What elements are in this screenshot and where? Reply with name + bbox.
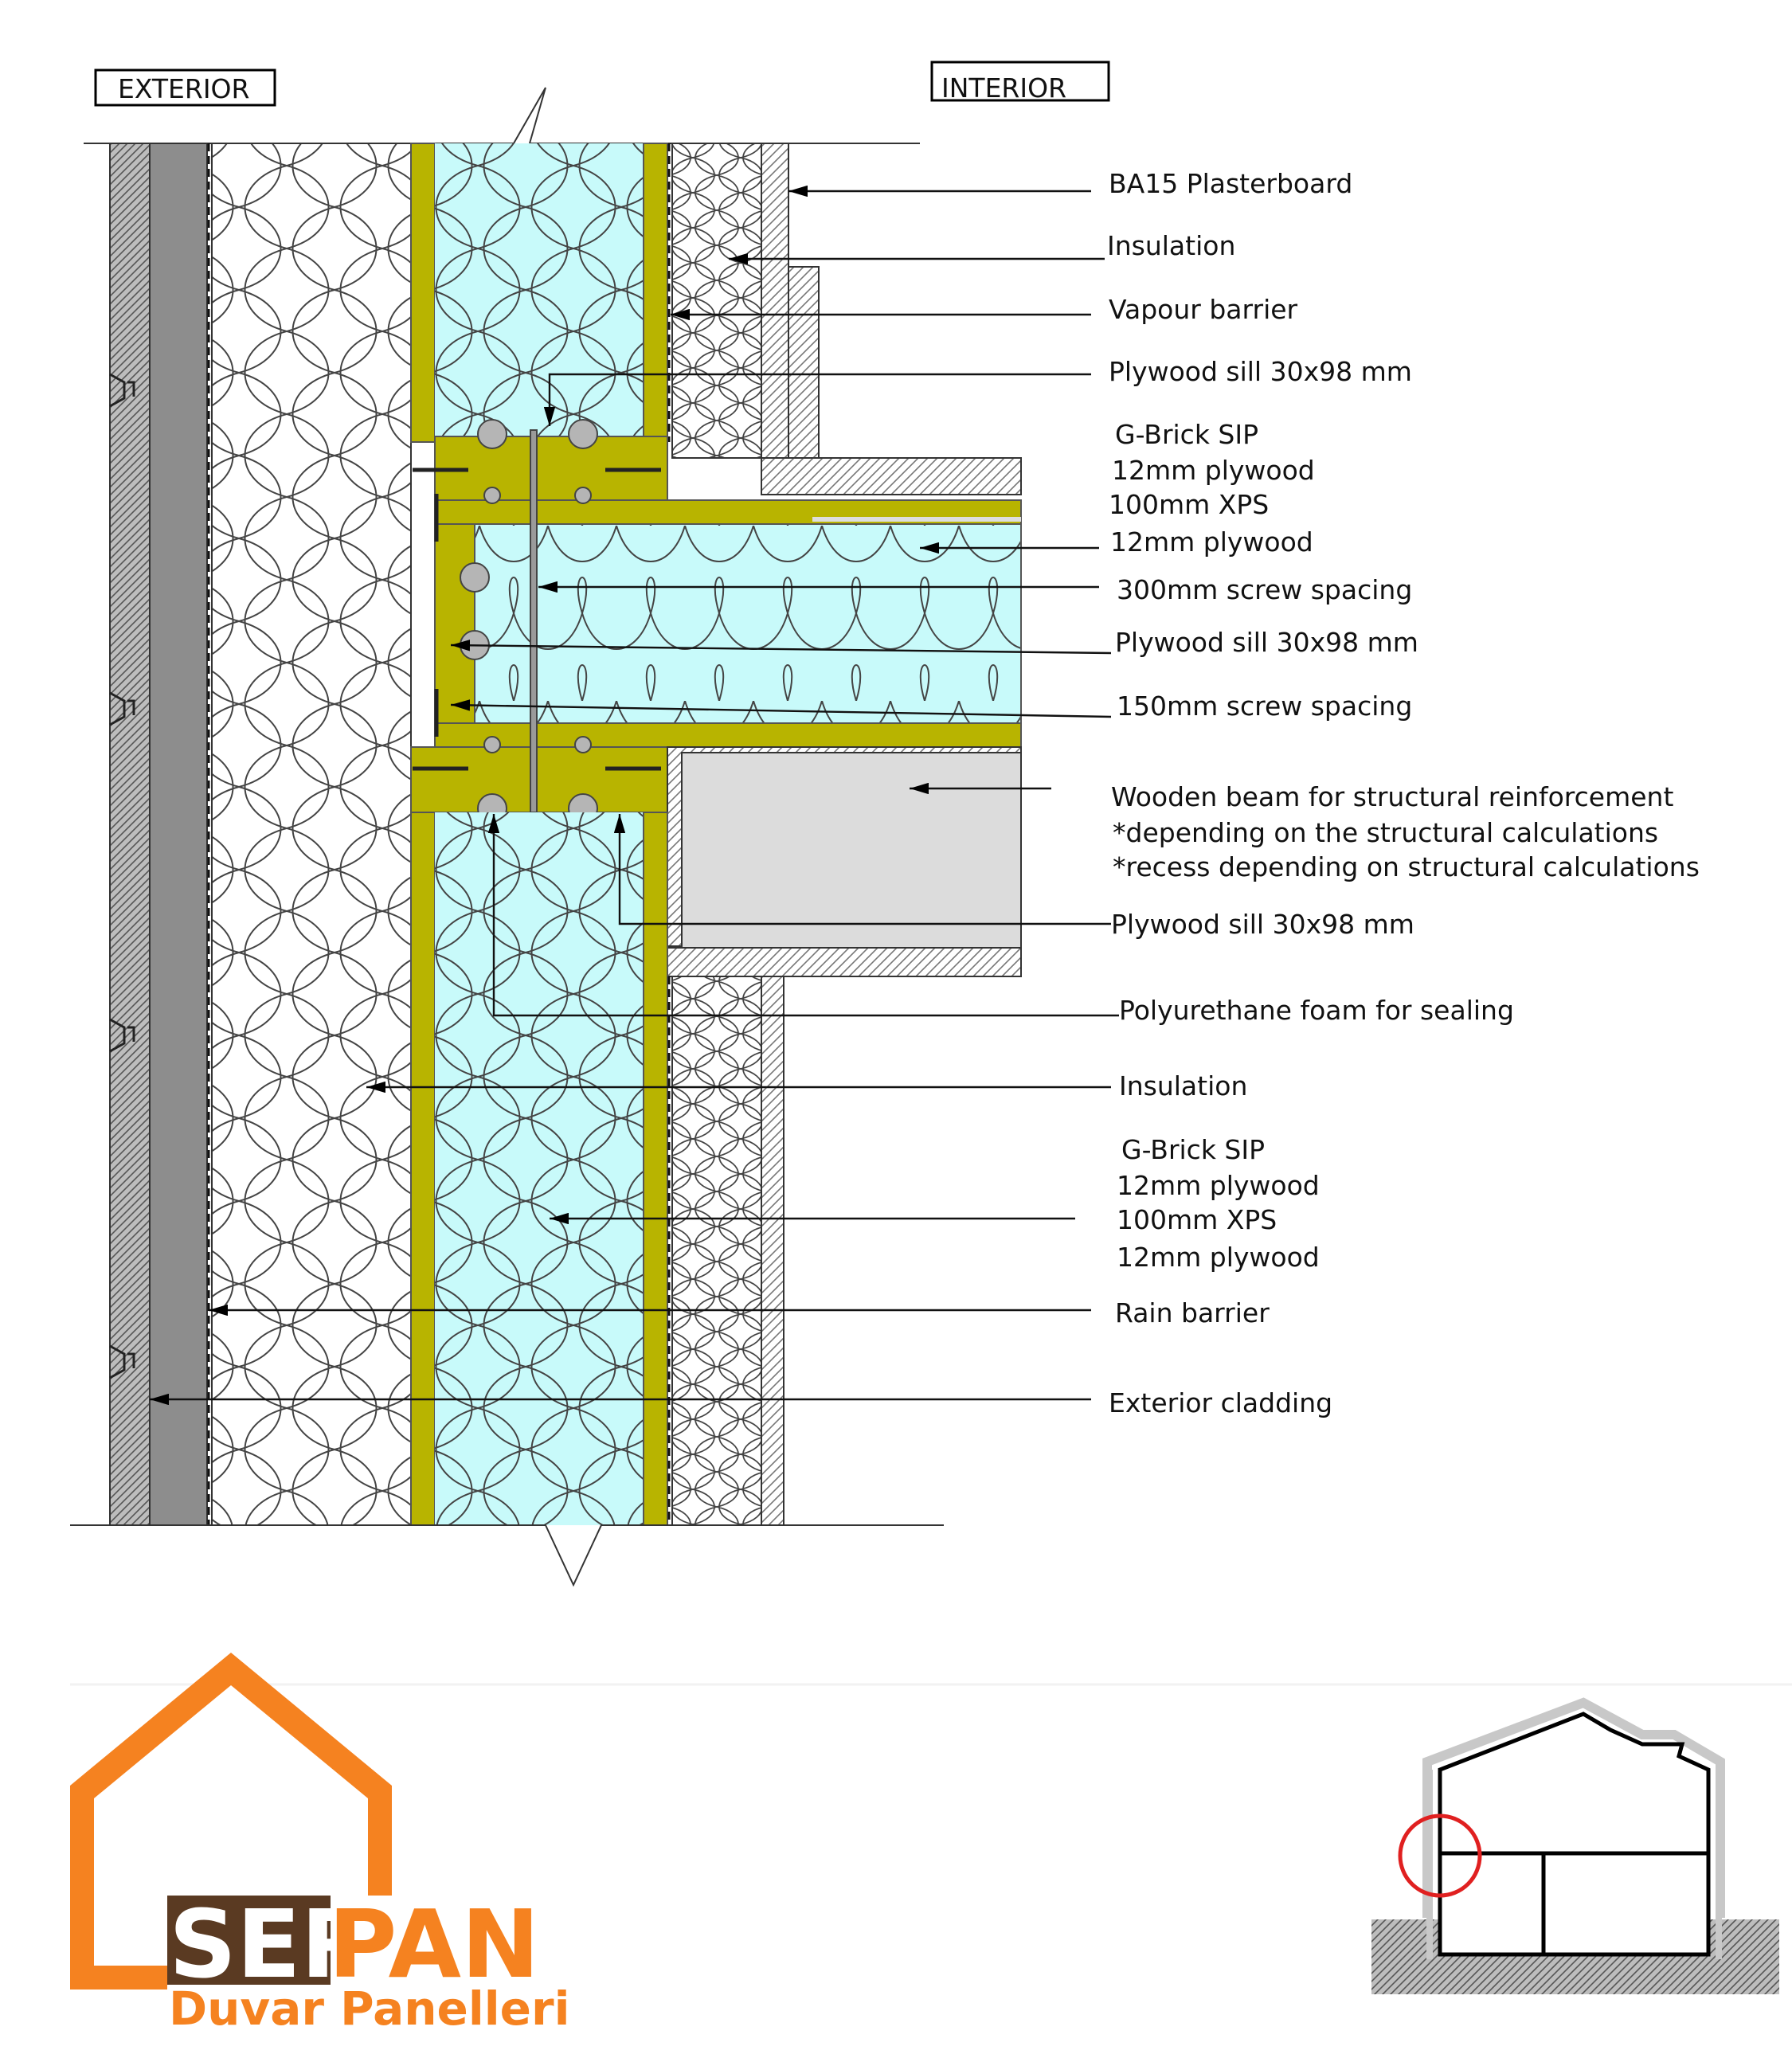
label-pu-foam: Polyurethane foam for sealing	[1119, 995, 1514, 1026]
exterior-label: EXTERIOR	[118, 73, 250, 104]
label-plywood-sill-1: Plywood sill 30x98 mm	[1109, 356, 1412, 387]
key-plan-house-section	[1371, 1703, 1779, 1994]
label-insulation-bottom: Insulation	[1119, 1070, 1248, 1101]
serpan-logo	[70, 1653, 569, 2036]
label-plywood-sill-3: Plywood sill 30x98 mm	[1111, 909, 1414, 940]
label-vapour-barrier: Vapour barrier	[1109, 294, 1298, 325]
label-sip-bottom-line1: G-Brick SIP	[1121, 1134, 1266, 1165]
label-sip-bottom-line4: 12mm plywood	[1117, 1242, 1320, 1273]
logo-ser-text: SER	[169, 1889, 374, 1999]
wooden-beam	[667, 747, 1021, 976]
label-sip-top-line2: 12mm plywood	[1112, 455, 1315, 486]
label-sip-top-line4: 12mm plywood	[1110, 526, 1313, 558]
annotation-labels	[1107, 168, 1700, 1418]
upper-sip-wall	[411, 143, 667, 442]
bottom-break-line	[70, 1525, 944, 1585]
label-sip-bottom-line2: 12mm plywood	[1117, 1170, 1320, 1201]
label-insulation-top: Insulation	[1107, 230, 1236, 261]
exterior-cladding	[110, 143, 150, 1525]
floor-panel-insulation-line	[812, 517, 1021, 522]
cladding-batten	[150, 143, 207, 1525]
logo-subtitle: Duvar Panelleri	[169, 1982, 570, 2036]
upper-interior-layer	[669, 143, 1021, 495]
label-beam-line1: Wooden beam for structural reinforcement	[1111, 781, 1674, 812]
lower-interior-layer	[669, 976, 784, 1525]
exterior-label-box	[96, 70, 275, 105]
label-exterior-cladding: Exterior cladding	[1109, 1387, 1333, 1418]
label-beam-line2: *depending on the structural calculations	[1113, 817, 1659, 848]
label-beam-line3: *recess depending on structural calculations	[1113, 851, 1700, 882]
floor-sip-panel	[475, 524, 1021, 723]
label-plywood-sill-2: Plywood sill 30x98 mm	[1115, 627, 1418, 658]
label-screw-150: 150mm screw spacing	[1117, 691, 1413, 722]
label-sip-top-line1: G-Brick SIP	[1115, 419, 1259, 450]
label-sip-bottom-line3: 100mm XPS	[1117, 1204, 1277, 1235]
label-sip-top-line3: 100mm XPS	[1109, 489, 1270, 520]
interior-label: INTERIOR	[941, 72, 1066, 104]
label-ba15-plasterboard: BA15 Plasterboard	[1109, 168, 1353, 199]
label-screw-300: 300mm screw spacing	[1117, 574, 1413, 605]
logo-pan-text: PAN	[328, 1889, 540, 1999]
interior-label-box	[932, 62, 1109, 104]
exterior-insulation	[212, 143, 411, 1525]
lower-sip-wall	[411, 812, 667, 1525]
label-rain-barrier: Rain barrier	[1115, 1297, 1270, 1328]
